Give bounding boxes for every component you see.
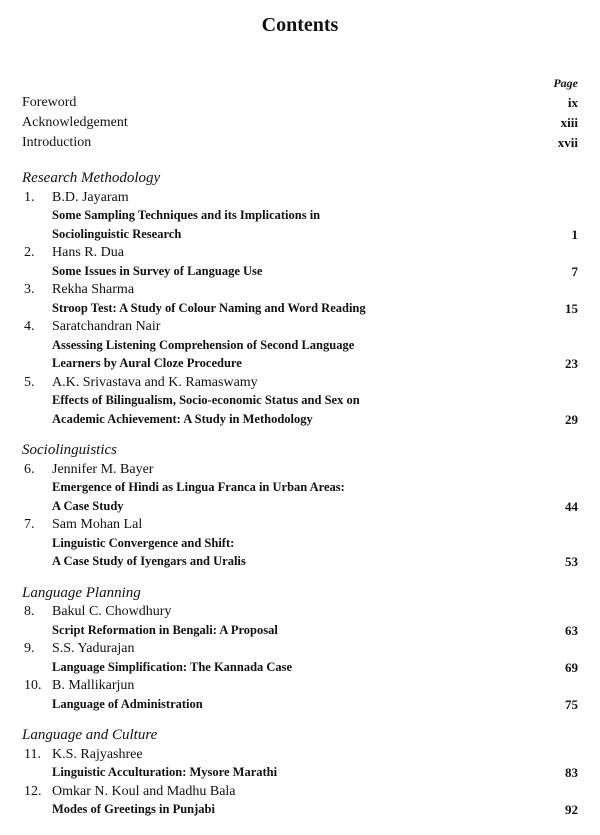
front-matter-title: Acknowledgement (22, 115, 128, 130)
chapter-title-line (0, 697, 600, 715)
section-heading (0, 585, 600, 603)
chapter-title-line (0, 412, 600, 430)
chapter-author-line (0, 747, 600, 765)
page-number: 92 (565, 802, 578, 817)
chapter-title: Language of Administration (52, 696, 203, 711)
chapter-title: Assessing Listening Comprehension of Second Language (52, 337, 355, 352)
chapter-title-line (0, 338, 600, 356)
chapter-author-line (0, 678, 600, 696)
chapter-title-line (0, 208, 600, 226)
page-number: 83 (565, 765, 578, 780)
page-title: Contents (261, 14, 339, 36)
chapter-number: 2. (24, 245, 35, 260)
chapter-number: 4. (24, 319, 35, 334)
chapter-author: B.D. Jayaram (52, 189, 129, 205)
front-matter-entry (0, 135, 600, 153)
chapter-author-line (0, 190, 600, 208)
chapter-author: Jennifer M. Bayer (52, 461, 154, 477)
section-heading (0, 170, 600, 188)
front-matter-entry (0, 95, 600, 113)
section-heading (0, 442, 600, 460)
chapter-title-line (0, 356, 600, 374)
chapter-author-line (0, 641, 600, 659)
chapter-title-line (0, 480, 600, 498)
chapter-author: A.K. Srivastava and K. Ramaswamy (52, 374, 258, 390)
chapter-number: 9. (24, 641, 35, 656)
front-matter-entry (0, 115, 600, 133)
chapter-title-line (0, 227, 600, 245)
chapter-title-line (0, 393, 600, 411)
chapter-author-line (0, 462, 600, 480)
page-number: 1 (571, 226, 578, 242)
chapter-number: 8. (24, 604, 35, 619)
chapter-title: Language Simplification: The Kannada Case (52, 659, 293, 674)
section-title: Language Planning (22, 584, 141, 601)
chapter-title: Linguistic Convergence and Shift: (52, 535, 235, 550)
chapter-title: Script Reformation in Bengali: A Proposal (52, 622, 278, 637)
chapter-author: K.S. Rajyashree (52, 746, 143, 762)
chapter-number: 10. (24, 678, 42, 693)
section-title: Language and Culture (22, 727, 158, 743)
chapter-number: 11. (24, 746, 41, 762)
chapter-title: Linguistic Acculturation: Mysore Marathi (52, 765, 278, 779)
chapter-author-line (0, 319, 600, 337)
chapter-title: A Case Study of Iyengars and Uralis (52, 554, 246, 568)
chapter-title-line (0, 623, 600, 641)
chapter-title-line (0, 499, 600, 517)
page-number: 29 (565, 411, 578, 427)
chapter-title-line (0, 301, 600, 319)
page-number: 15 (565, 300, 578, 316)
chapter-author: Rekha Sharma (52, 282, 135, 297)
page-number: ix (567, 95, 578, 110)
chapter-number: 12. (24, 783, 42, 799)
page-number: 63 (565, 622, 578, 638)
chapter-title: Sociolinguistic Research (52, 226, 182, 241)
chapter-title: Some Issues in Survey of Language Use (52, 263, 263, 278)
chapter-title-line (0, 802, 600, 820)
chapter-author: Saratchandran Nair (52, 319, 161, 334)
section-title: Sociolinguistics (22, 442, 117, 458)
chapter-title-line (0, 536, 600, 554)
chapter-number: 7. (24, 517, 35, 532)
front-matter-title: Introduction (22, 135, 92, 150)
chapter-title-line (0, 660, 600, 678)
chapter-title-line (0, 264, 600, 282)
chapter-author-line (0, 282, 600, 300)
front-matter-title: Foreword (22, 95, 77, 110)
chapter-author-line (0, 245, 600, 263)
page-number: 44 (565, 498, 578, 514)
chapter-title-line (0, 765, 600, 783)
page-number: xiii (560, 115, 578, 130)
chapter-number: 5. (24, 374, 35, 390)
chapter-author-line (0, 517, 600, 535)
chapter-title: Modes of Greetings in Punjabi (52, 802, 215, 816)
chapter-author-line (0, 375, 600, 393)
chapter-title: Stroop Test: A Study of Colour Naming and Word Reading (52, 300, 366, 315)
chapter-number: 1. (24, 189, 35, 205)
page-number: xvii (557, 135, 578, 150)
section-title: Research Methodology (22, 170, 161, 186)
chapter-author: Sam Mohan Lal (52, 517, 143, 532)
chapter-title: Emergence of Hindi as Lingua Franca in Urban Areas: (52, 480, 345, 494)
page-number: 53 (565, 554, 578, 569)
page-number: 7 (571, 263, 578, 279)
chapter-title-line (0, 554, 600, 572)
chapter-author: B. Mallikarjun (52, 678, 135, 693)
page-number: 69 (565, 659, 578, 675)
chapter-author: Bakul C. Chowdhury (52, 604, 172, 619)
chapter-title: Effects of Bilingualism, Socio-economic Status and Sex on (52, 393, 360, 407)
chapter-number: 6. (24, 461, 35, 477)
chapter-author: Omkar N. Koul and Madhu Bala (52, 783, 236, 799)
chapter-number: 3. (24, 282, 35, 297)
chapter-title: Academic Achievement: A Study in Methodology (52, 411, 313, 426)
chapter-author: S.S. Yadurajan (52, 641, 135, 656)
chapter-author: Hans R. Dua (52, 245, 124, 260)
chapter-title: Learners by Aural Cloze Procedure (52, 356, 242, 370)
chapter-author-line (0, 784, 600, 802)
page-number: 23 (565, 356, 578, 371)
page-number: 75 (565, 696, 578, 712)
chapter-title: A Case Study (52, 498, 124, 513)
page-column-header: Page (553, 76, 578, 90)
section-heading (0, 727, 600, 745)
chapter-author-line (0, 604, 600, 622)
chapter-title: Some Sampling Techniques and its Implications in (52, 208, 321, 222)
